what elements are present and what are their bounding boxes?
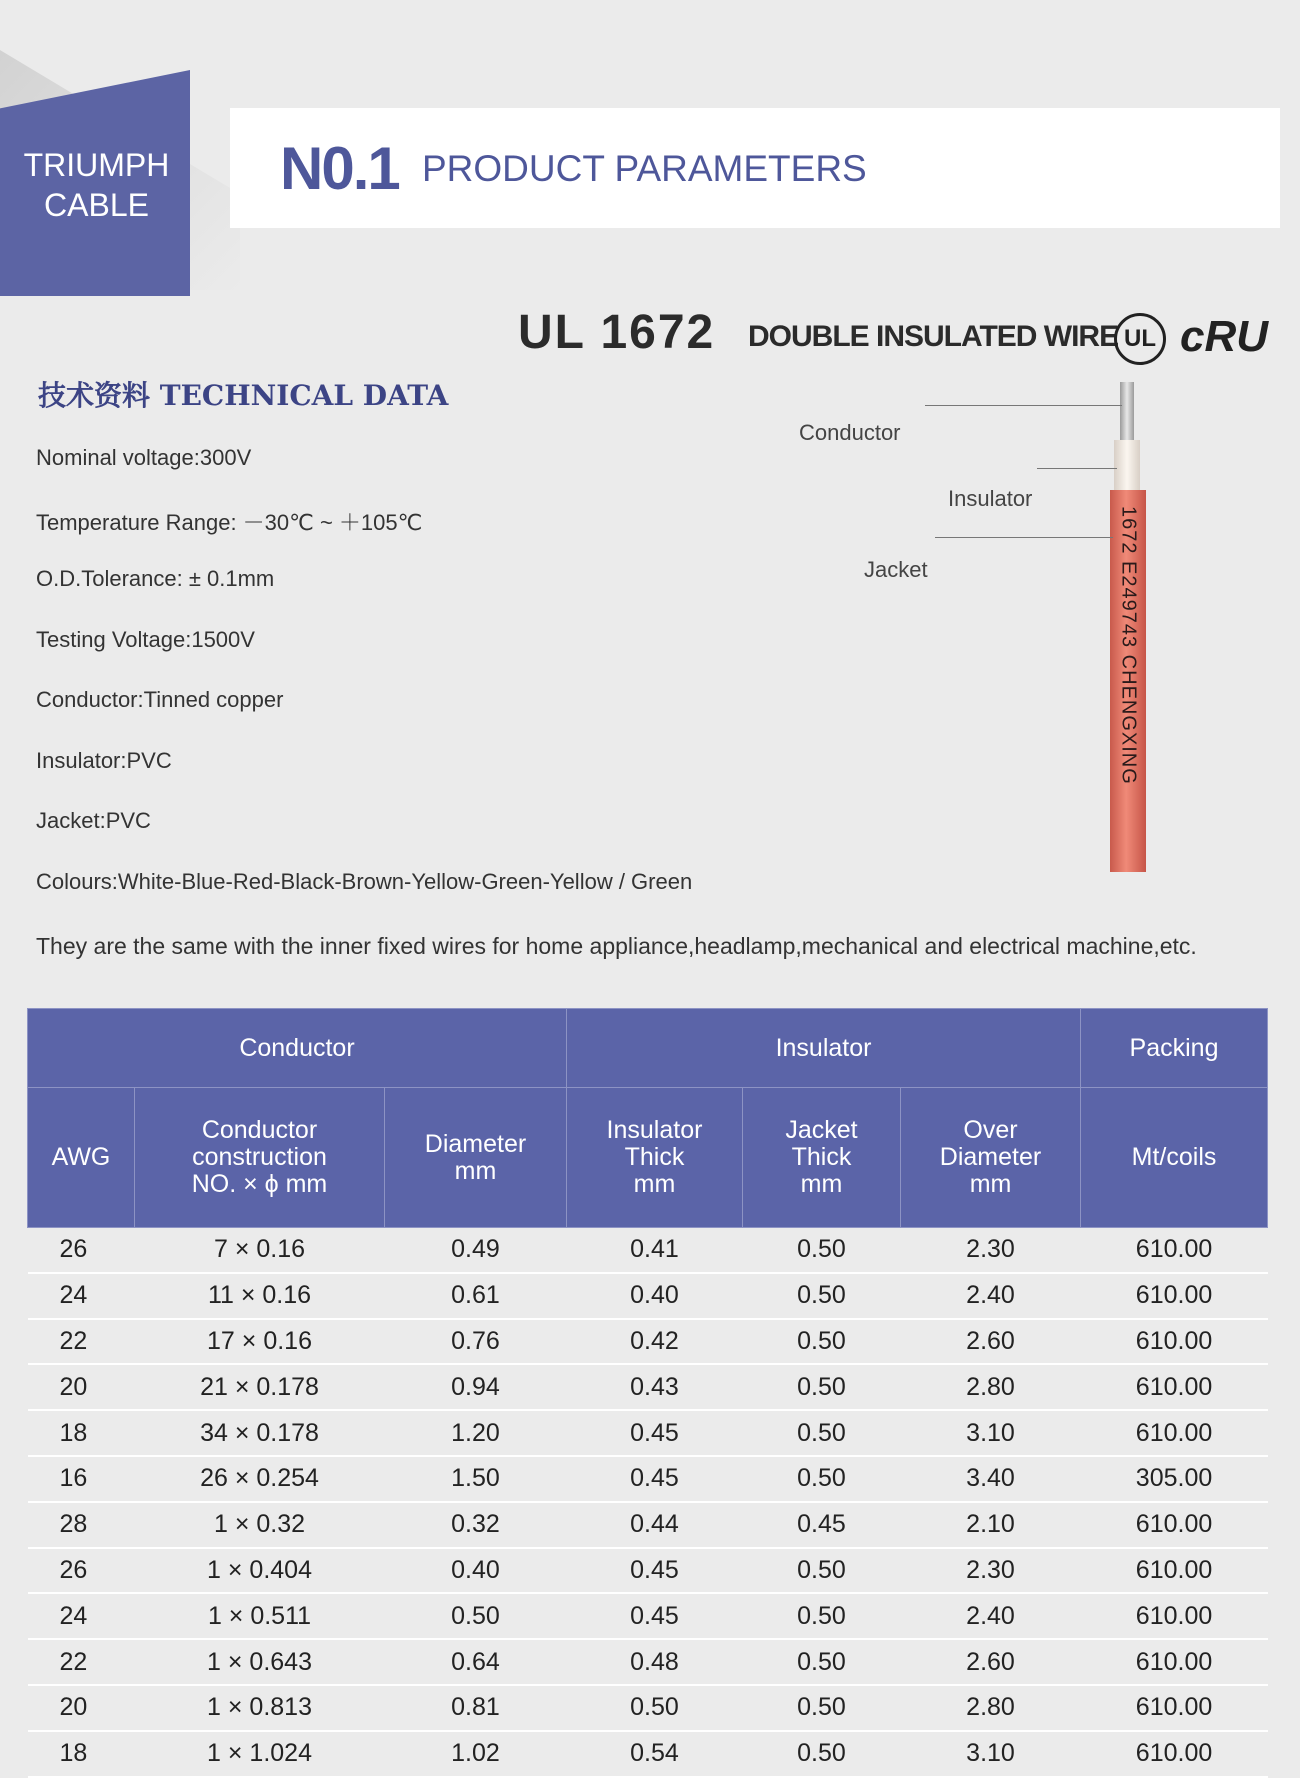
cell-construction: 34 × 0.178 [135, 1410, 385, 1456]
cell-diameter: 1.20 [385, 1410, 567, 1456]
cell-diameter: 0.94 [385, 1364, 567, 1410]
cell-ins-thick: 0.50 [567, 1685, 743, 1731]
col-insulator-thick-line3: mm [633, 1170, 676, 1198]
col-insulator-thick-line2: Thick [624, 1143, 685, 1171]
table-row [28, 1548, 1268, 1594]
group-insulator: Insulator [567, 1009, 1081, 1088]
product-subtitle: DOUBLE INSULATED WIRE [748, 320, 1119, 353]
cell-awg: 24 [28, 1593, 135, 1639]
cell-jacket-thick: 0.50 [743, 1364, 901, 1410]
cell-packing: 610.00 [1081, 1548, 1268, 1594]
spec-conductor: Conductor:Tinned copper [36, 687, 284, 712]
cell-awg: 24 [28, 1273, 135, 1319]
cell-jacket-thick: 0.50 [743, 1319, 901, 1365]
cell-od: 2.80 [901, 1685, 1081, 1731]
cell-ins-thick: 0.42 [567, 1319, 743, 1365]
spec-list [36, 445, 692, 929]
cell-jacket-thick: 0.50 [743, 1593, 901, 1639]
cell-awg: 26 [28, 1548, 135, 1594]
cell-awg: 20 [28, 1364, 135, 1410]
cell-construction: 1 × 0.813 [135, 1685, 385, 1731]
cell-diameter: 0.50 [385, 1593, 567, 1639]
cell-ins-thick: 0.41 [567, 1228, 743, 1273]
spec-nominal-voltage: Nominal voltage:300V [36, 445, 252, 470]
cell-diameter: 0.81 [385, 1685, 567, 1731]
table-row [28, 1639, 1268, 1685]
cell-od: 3.10 [901, 1410, 1081, 1456]
cell-jacket-thick: 0.45 [743, 1502, 901, 1548]
cable-insulator-layer [1114, 440, 1140, 496]
table-row [28, 1319, 1268, 1365]
col-packing: Mt/coils [1081, 1088, 1268, 1228]
spec-insulator: Insulator:PVC [36, 747, 172, 773]
cell-construction: 1 × 0.511 [135, 1593, 385, 1639]
cell-awg: 22 [28, 1319, 135, 1365]
cell-diameter: 1.02 [385, 1731, 567, 1777]
cell-awg: 16 [28, 1456, 135, 1502]
cell-ins-thick: 0.48 [567, 1639, 743, 1685]
cell-od: 2.60 [901, 1639, 1081, 1685]
cell-packing: 305.00 [1081, 1456, 1268, 1502]
cell-construction: 17 × 0.16 [135, 1319, 385, 1365]
cell-diameter: 0.49 [385, 1228, 567, 1273]
cell-ins-thick: 0.54 [567, 1731, 743, 1777]
cable-print-text: 1672 E249743 CHENGXING [1117, 506, 1140, 785]
table-row [28, 1410, 1268, 1456]
cell-awg: 18 [28, 1731, 135, 1777]
cell-jacket-thick: 0.50 [743, 1731, 901, 1777]
cell-construction: 1 × 0.404 [135, 1548, 385, 1594]
table-row [28, 1364, 1268, 1410]
cell-jacket-thick: 0.50 [743, 1228, 901, 1273]
spec-testing-voltage: Testing Voltage:1500V [36, 626, 255, 652]
leader-line-conductor [925, 405, 1122, 406]
col-jacket-thick [743, 1088, 901, 1228]
cell-construction: 1 × 0.32 [135, 1502, 385, 1548]
cell-packing: 610.00 [1081, 1410, 1268, 1456]
cell-ins-thick: 0.40 [567, 1273, 743, 1319]
cell-od: 2.30 [901, 1228, 1081, 1273]
col-diameter-line2: mm [454, 1156, 497, 1185]
leader-line-jacket [935, 537, 1113, 538]
cell-awg: 28 [28, 1502, 135, 1548]
ul-listed-icon: UL [1114, 313, 1166, 365]
table-row [28, 1456, 1268, 1502]
col-diameter-line1: Diameter [424, 1129, 527, 1158]
cell-jacket-thick: 0.50 [743, 1456, 901, 1502]
cell-construction: 26 × 0.254 [135, 1456, 385, 1502]
title-bar [230, 108, 1280, 228]
cell-construction: 7 × 0.16 [135, 1228, 385, 1273]
cell-construction: 1 × 1.024 [135, 1731, 385, 1777]
col-over-diameter-line3: mm [969, 1170, 1012, 1198]
table-row [28, 1731, 1268, 1777]
cell-od: 3.40 [901, 1456, 1081, 1502]
cell-construction: 21 × 0.178 [135, 1364, 385, 1410]
table-body [28, 1228, 1268, 1777]
group-packing: Packing [1081, 1009, 1268, 1088]
cell-od: 2.40 [901, 1273, 1081, 1319]
label-jacket: Jacket [864, 557, 928, 582]
page-title: PRODUCT PARAMETERS [422, 148, 867, 189]
cell-packing: 610.00 [1081, 1364, 1268, 1410]
col-construction-line1: Conductor [201, 1116, 318, 1144]
cell-jacket-thick: 0.50 [743, 1548, 901, 1594]
table-row [28, 1685, 1268, 1731]
cell-packing: 610.00 [1081, 1731, 1268, 1777]
col-insulator-thick-line1: Insulator [606, 1116, 703, 1144]
product-model: UL 1672 [518, 306, 716, 359]
cell-diameter: 0.40 [385, 1548, 567, 1594]
cell-ins-thick: 0.45 [567, 1410, 743, 1456]
cell-packing: 610.00 [1081, 1502, 1268, 1548]
cell-packing: 610.00 [1081, 1593, 1268, 1639]
cell-ins-thick: 0.45 [567, 1456, 743, 1502]
cell-od: 3.10 [901, 1731, 1081, 1777]
cell-awg: 22 [28, 1639, 135, 1685]
table-row [28, 1273, 1268, 1319]
brand-line-2: CABLE [44, 187, 149, 223]
cell-construction: 1 × 0.643 [135, 1639, 385, 1685]
cable-conductor-core [1120, 382, 1134, 444]
cell-awg: 20 [28, 1685, 135, 1731]
cell-packing: 610.00 [1081, 1685, 1268, 1731]
group-conductor: Conductor [28, 1009, 567, 1088]
cell-od: 2.60 [901, 1319, 1081, 1365]
application-description: They are the same with the inner fixed wires for home appliance,headlamp,mechanical and electrical machine,etc. [36, 933, 1197, 959]
cell-packing: 610.00 [1081, 1273, 1268, 1319]
cell-od: 2.10 [901, 1502, 1081, 1548]
col-construction-line2: construction [192, 1143, 327, 1171]
cell-ins-thick: 0.43 [567, 1364, 743, 1410]
cell-diameter: 0.61 [385, 1273, 567, 1319]
cell-awg: 26 [28, 1228, 135, 1273]
cell-od: 2.80 [901, 1364, 1081, 1410]
leader-line-insulator [1037, 468, 1117, 469]
cell-od: 2.40 [901, 1593, 1081, 1639]
cell-jacket-thick: 0.50 [743, 1273, 901, 1319]
brand-name [0, 145, 193, 225]
col-jacket-thick-line1: Jacket [785, 1116, 858, 1144]
cell-od: 2.30 [901, 1548, 1081, 1594]
table-group-header [28, 1009, 1268, 1088]
label-conductor: Conductor [799, 420, 901, 445]
spec-od-tolerance: O.D.Tolerance: ± 0.1mm [36, 566, 275, 591]
cell-jacket-thick: 0.50 [743, 1410, 901, 1456]
table-column-header [28, 1088, 1268, 1228]
cell-diameter: 0.32 [385, 1502, 567, 1548]
col-construction [135, 1088, 385, 1228]
cell-packing: 610.00 [1081, 1228, 1268, 1273]
technical-data-heading: 技术资料 TECHNICAL DATA [38, 379, 449, 412]
col-jacket-thick-line2: Thick [791, 1143, 852, 1171]
cell-awg: 18 [28, 1410, 135, 1456]
col-over-diameter-line1: Over [963, 1116, 1018, 1144]
table-row [28, 1502, 1268, 1548]
cell-packing: 610.00 [1081, 1639, 1268, 1685]
cell-ins-thick: 0.44 [567, 1502, 743, 1548]
col-insulator-thick [567, 1088, 743, 1228]
parameters-table [27, 1008, 1268, 1778]
cell-construction: 11 × 0.16 [135, 1273, 385, 1319]
col-over-diameter [901, 1088, 1081, 1228]
table-row [28, 1593, 1268, 1639]
table-row [28, 1228, 1268, 1273]
brand-line-1: TRIUMPH [23, 147, 170, 183]
col-diameter [385, 1088, 567, 1228]
spec-jacket: Jacket:PVC [36, 808, 151, 833]
cell-diameter: 0.76 [385, 1319, 567, 1365]
col-construction-line3: NO. × ϕ mm [191, 1170, 328, 1198]
cell-packing: 610.00 [1081, 1319, 1268, 1365]
col-jacket-thick-line3: mm [800, 1170, 843, 1198]
label-insulator: Insulator [948, 486, 1033, 511]
col-awg: AWG [28, 1088, 135, 1228]
cell-ins-thick: 0.45 [567, 1593, 743, 1639]
section-number: N0.1 [280, 135, 399, 202]
cell-jacket-thick: 0.50 [743, 1685, 901, 1731]
cell-jacket-thick: 0.50 [743, 1639, 901, 1685]
ur-recognized-icon: cRU [1180, 312, 1269, 361]
cell-diameter: 1.50 [385, 1456, 567, 1502]
cell-diameter: 0.64 [385, 1639, 567, 1685]
col-over-diameter-line2: Diameter [939, 1143, 1042, 1171]
cell-ins-thick: 0.45 [567, 1548, 743, 1594]
spec-temperature-range: Temperature Range: －30℃ ~ ＋105℃ [36, 509, 423, 535]
spec-colours: Colours:White-Blue-Red-Black-Brown-Yellow-Green-Yellow / Green [36, 868, 693, 894]
